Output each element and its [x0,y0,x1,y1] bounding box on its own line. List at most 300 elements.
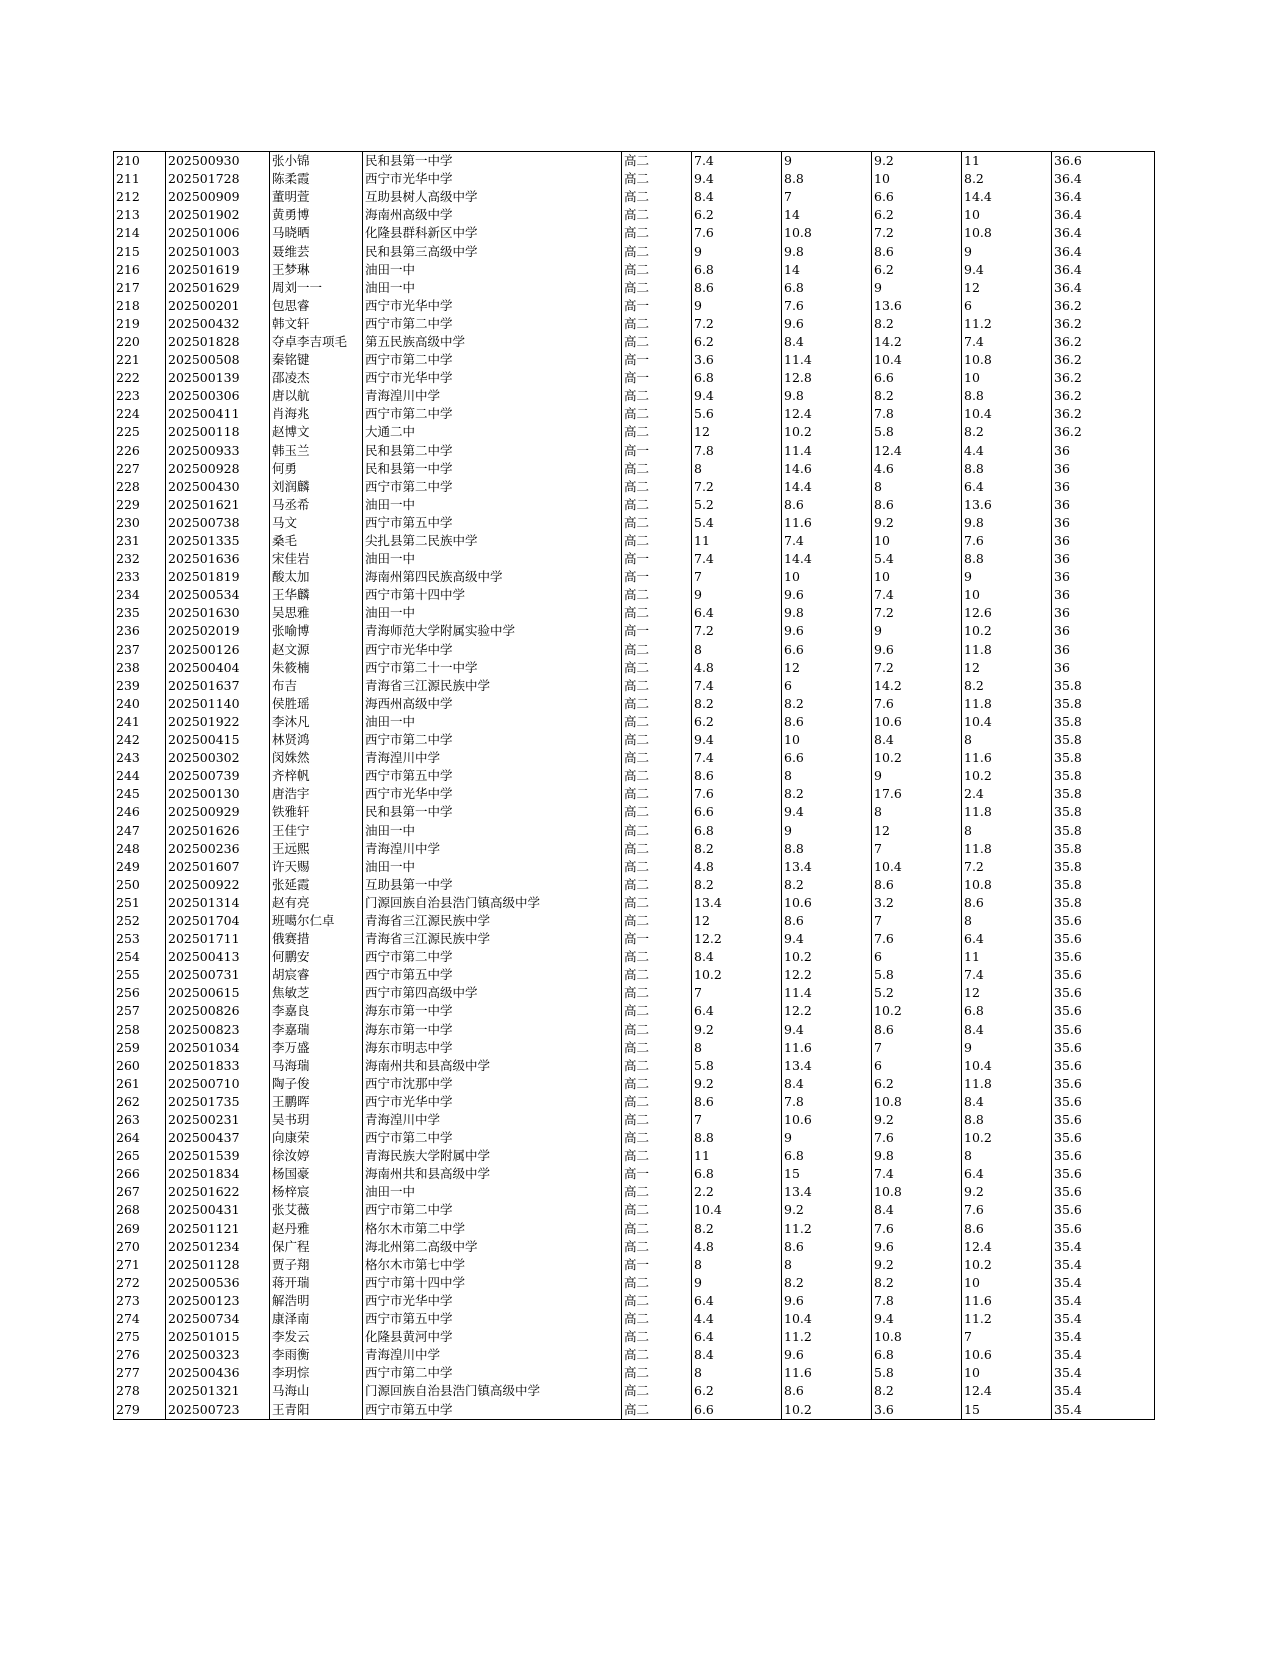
name-cell: 肖海兆 [270,405,363,423]
score-1-cell: 10.4 [692,1201,782,1219]
score-4-cell: 8.8 [962,387,1052,405]
name-cell: 王鹏晖 [270,1093,363,1111]
school-cell: 青海湟川中学 [363,1111,622,1129]
total-cell: 36.4 [1052,188,1155,206]
score-2-cell: 7.6 [782,297,872,315]
score-1-cell: 6.4 [692,604,782,622]
score-3-cell: 8.2 [872,315,962,333]
school-cell: 青海湟川中学 [363,387,622,405]
total-cell: 35.6 [1052,1002,1155,1020]
id-cell: 202502019 [166,622,270,640]
score-1-cell: 8.2 [692,695,782,713]
school-cell: 西宁市第二中学 [363,478,622,496]
score-2-cell: 9.6 [782,1346,872,1364]
score-2-cell: 9.6 [782,622,872,640]
table-row [114,224,1155,242]
score-4-cell: 6.4 [962,930,1052,948]
table-row [114,984,1155,1002]
score-3-cell: 7.2 [872,604,962,622]
id-cell: 202501003 [166,242,270,260]
grade-cell: 高二 [622,333,692,351]
score-3-cell: 10.4 [872,858,962,876]
score-2-cell: 7 [782,188,872,206]
score-4-cell: 7 [962,1328,1052,1346]
name-cell: 酸太加 [270,568,363,586]
score-2-cell: 9.4 [782,803,872,821]
total-cell: 35.6 [1052,930,1155,948]
name-cell: 韩玉兰 [270,442,363,460]
rank-cell: 253 [114,930,166,948]
score-4-cell: 8.6 [962,894,1052,912]
score-3-cell: 8 [872,803,962,821]
total-cell: 36.2 [1052,369,1155,387]
name-cell: 康泽南 [270,1310,363,1328]
score-2-cell: 13.4 [782,1057,872,1075]
score-4-cell: 8.4 [962,1021,1052,1039]
school-cell: 油田一中 [363,604,622,622]
total-cell: 35.8 [1052,803,1155,821]
score-1-cell: 8 [692,1039,782,1057]
rank-cell: 274 [114,1310,166,1328]
table-row [114,442,1155,460]
table-row [114,1093,1155,1111]
grade-cell: 高一 [622,351,692,369]
total-cell: 35.8 [1052,677,1155,695]
table-row [114,1382,1155,1400]
school-cell: 互助县树人高级中学 [363,188,622,206]
id-cell: 202501234 [166,1238,270,1256]
id-cell: 202501619 [166,261,270,279]
table-row [114,170,1155,188]
score-1-cell: 9 [692,586,782,604]
rank-cell: 217 [114,279,166,297]
rank-cell: 267 [114,1183,166,1201]
name-cell: 俄赛措 [270,930,363,948]
score-3-cell: 9.2 [872,1256,962,1274]
grade-cell: 高二 [622,1382,692,1400]
total-cell: 35.4 [1052,1238,1155,1256]
total-cell: 35.6 [1052,1201,1155,1219]
score-3-cell: 6 [872,1057,962,1075]
rank-cell: 265 [114,1147,166,1165]
table-row [114,188,1155,206]
score-2-cell: 10.2 [782,423,872,441]
score-3-cell: 5.8 [872,1364,962,1382]
total-cell: 36 [1052,622,1155,640]
id-cell: 202500404 [166,659,270,677]
school-cell: 西宁市光华中学 [363,1292,622,1310]
id-cell: 202501637 [166,677,270,695]
school-cell: 海东市明志中学 [363,1039,622,1057]
score-4-cell: 10.2 [962,1256,1052,1274]
total-cell: 35.4 [1052,1328,1155,1346]
score-1-cell: 8.4 [692,1346,782,1364]
grade-cell: 高二 [622,586,692,604]
score-3-cell: 10.6 [872,713,962,731]
score-2-cell: 10.6 [782,894,872,912]
score-1-cell: 6.8 [692,261,782,279]
score-4-cell: 8.2 [962,677,1052,695]
name-cell: 赵文源 [270,641,363,659]
score-3-cell: 8.4 [872,731,962,749]
score-1-cell: 6.2 [692,333,782,351]
score-2-cell: 6.6 [782,749,872,767]
grade-cell: 高一 [622,622,692,640]
table-row [114,1129,1155,1147]
rank-cell: 240 [114,695,166,713]
total-cell: 35.6 [1052,1057,1155,1075]
name-cell: 唐浩宇 [270,785,363,803]
id-cell: 202500302 [166,749,270,767]
grade-cell: 高二 [622,1002,692,1020]
rank-cell: 257 [114,1002,166,1020]
rank-cell: 246 [114,803,166,821]
name-cell: 陶子俊 [270,1075,363,1093]
score-3-cell: 6 [872,948,962,966]
score-4-cell: 12 [962,279,1052,297]
score-3-cell: 6.2 [872,206,962,224]
grade-cell: 高二 [622,1346,692,1364]
score-2-cell: 11.6 [782,1039,872,1057]
school-cell: 油田一中 [363,821,622,839]
id-cell: 202500231 [166,1111,270,1129]
id-cell: 202501833 [166,1057,270,1075]
score-2-cell: 8.2 [782,785,872,803]
score-4-cell: 10 [962,586,1052,604]
total-cell: 35.4 [1052,1310,1155,1328]
score-1-cell: 7 [692,984,782,1002]
total-cell: 35.6 [1052,912,1155,930]
score-2-cell: 9.4 [782,1021,872,1039]
score-1-cell: 8 [692,1256,782,1274]
total-cell: 36.2 [1052,423,1155,441]
score-4-cell: 10 [962,1364,1052,1382]
score-4-cell: 10.8 [962,224,1052,242]
table-row [114,858,1155,876]
table-row [114,1147,1155,1165]
table-body [114,152,1155,1420]
score-4-cell: 10.2 [962,622,1052,640]
school-cell: 西宁市第四高级中学 [363,984,622,1002]
score-1-cell: 8 [692,641,782,659]
id-cell: 202500731 [166,966,270,984]
rank-cell: 226 [114,442,166,460]
id-cell: 202501834 [166,1165,270,1183]
name-cell: 王青阳 [270,1400,363,1419]
total-cell: 35.8 [1052,821,1155,839]
score-3-cell: 12.4 [872,442,962,460]
score-4-cell: 7.2 [962,858,1052,876]
total-cell: 36.4 [1052,224,1155,242]
score-2-cell: 8.2 [782,695,872,713]
score-2-cell: 13.4 [782,858,872,876]
id-cell: 202501819 [166,568,270,586]
total-cell: 35.6 [1052,1075,1155,1093]
score-1-cell: 2.2 [692,1183,782,1201]
id-cell: 202500130 [166,785,270,803]
rank-cell: 235 [114,604,166,622]
total-cell: 35.8 [1052,695,1155,713]
school-cell: 西宁市第二中学 [363,731,622,749]
score-2-cell: 8.6 [782,1382,872,1400]
score-4-cell: 15 [962,1400,1052,1419]
score-4-cell: 11.8 [962,695,1052,713]
total-cell: 35.8 [1052,713,1155,731]
total-cell: 36 [1052,442,1155,460]
score-2-cell: 11.2 [782,1328,872,1346]
total-cell: 36.2 [1052,387,1155,405]
score-1-cell: 13.4 [692,894,782,912]
grade-cell: 高二 [622,478,692,496]
score-4-cell: 9 [962,242,1052,260]
rank-cell: 215 [114,242,166,260]
score-2-cell: 10.2 [782,948,872,966]
school-cell: 青海湟川中学 [363,840,622,858]
score-1-cell: 9.2 [692,1075,782,1093]
score-1-cell: 8.2 [692,1220,782,1238]
id-cell: 202501622 [166,1183,270,1201]
school-cell: 西宁市第二中学 [363,315,622,333]
total-cell: 35.8 [1052,894,1155,912]
score-3-cell: 8.6 [872,496,962,514]
score-4-cell: 11 [962,152,1052,171]
score-3-cell: 9.4 [872,1310,962,1328]
name-cell: 铁雅轩 [270,803,363,821]
table-row [114,1292,1155,1310]
total-cell: 35.6 [1052,1039,1155,1057]
school-cell: 大通二中 [363,423,622,441]
score-1-cell: 3.6 [692,351,782,369]
table-row [114,641,1155,659]
total-cell: 35.6 [1052,1183,1155,1201]
rank-cell: 243 [114,749,166,767]
school-cell: 青海师范大学附属实验中学 [363,622,622,640]
rank-cell: 222 [114,369,166,387]
rank-cell: 261 [114,1075,166,1093]
score-3-cell: 9.2 [872,152,962,171]
school-cell: 民和县第一中学 [363,152,622,171]
table-row [114,369,1155,387]
table-row [114,966,1155,984]
name-cell: 李玥悰 [270,1364,363,1382]
score-1-cell: 9.4 [692,170,782,188]
rank-cell: 225 [114,423,166,441]
score-3-cell: 7.2 [872,224,962,242]
total-cell: 36 [1052,478,1155,496]
name-cell: 王佳宁 [270,821,363,839]
id-cell: 202500738 [166,514,270,532]
name-cell: 包思睿 [270,297,363,315]
score-3-cell: 7.4 [872,586,962,604]
score-3-cell: 6.6 [872,188,962,206]
score-1-cell: 12 [692,423,782,441]
name-cell: 焦敏芝 [270,984,363,1002]
score-2-cell: 10.2 [782,1400,872,1419]
id-cell: 202500411 [166,405,270,423]
rank-cell: 258 [114,1021,166,1039]
total-cell: 35.6 [1052,1093,1155,1111]
table-row [114,279,1155,297]
id-cell: 202500508 [166,351,270,369]
school-cell: 西宁市第二中学 [363,405,622,423]
score-1-cell: 6.8 [692,369,782,387]
score-2-cell: 11.6 [782,514,872,532]
name-cell: 贾子翔 [270,1256,363,1274]
score-4-cell: 10.4 [962,713,1052,731]
rank-cell: 249 [114,858,166,876]
school-cell: 民和县第一中学 [363,803,622,821]
school-cell: 西宁市第五中学 [363,514,622,532]
score-1-cell: 11 [692,1147,782,1165]
score-3-cell: 9.2 [872,1111,962,1129]
school-cell: 油田一中 [363,261,622,279]
school-cell: 格尔木市第二中学 [363,1220,622,1238]
id-cell: 202501621 [166,496,270,514]
score-4-cell: 10.4 [962,1057,1052,1075]
name-cell: 王华麟 [270,586,363,604]
name-cell: 班噶尔仁卓 [270,912,363,930]
results-table [113,151,1155,1420]
score-2-cell: 11.6 [782,1364,872,1382]
rank-cell: 269 [114,1220,166,1238]
school-cell: 西宁市第十四中学 [363,1274,622,1292]
score-3-cell: 9.2 [872,514,962,532]
score-3-cell: 8.6 [872,876,962,894]
rank-cell: 271 [114,1256,166,1274]
score-1-cell: 6.2 [692,1382,782,1400]
id-cell: 202500615 [166,984,270,1002]
table-row [114,749,1155,767]
rank-cell: 264 [114,1129,166,1147]
score-1-cell: 6.6 [692,1400,782,1419]
score-3-cell: 12 [872,821,962,839]
rank-cell: 216 [114,261,166,279]
score-2-cell: 12.2 [782,966,872,984]
score-4-cell: 10.8 [962,876,1052,894]
name-cell: 李沐凡 [270,713,363,731]
name-cell: 蒋开瑞 [270,1274,363,1292]
score-1-cell: 7.8 [692,442,782,460]
id-cell: 202501922 [166,713,270,731]
rank-cell: 232 [114,550,166,568]
score-4-cell: 11 [962,948,1052,966]
school-cell: 格尔木市第七中学 [363,1256,622,1274]
score-1-cell: 10.2 [692,966,782,984]
score-1-cell: 8.6 [692,767,782,785]
name-cell: 赵博文 [270,423,363,441]
id-cell: 202500928 [166,460,270,478]
score-4-cell: 12 [962,659,1052,677]
grade-cell: 高二 [622,460,692,478]
rank-cell: 242 [114,731,166,749]
id-cell: 202500933 [166,442,270,460]
table-row [114,1238,1155,1256]
score-2-cell: 11.4 [782,351,872,369]
school-cell: 门源回族自治县浩门镇高级中学 [363,894,622,912]
grade-cell: 高二 [622,785,692,803]
total-cell: 36 [1052,641,1155,659]
total-cell: 36 [1052,496,1155,514]
rank-cell: 214 [114,224,166,242]
score-1-cell: 9.4 [692,731,782,749]
rank-cell: 252 [114,912,166,930]
score-1-cell: 6.2 [692,713,782,731]
total-cell: 35.8 [1052,749,1155,767]
rank-cell: 219 [114,315,166,333]
grade-cell: 高二 [622,1147,692,1165]
id-cell: 202500413 [166,948,270,966]
score-2-cell: 8.8 [782,170,872,188]
score-3-cell: 3.6 [872,1400,962,1419]
name-cell: 胡宸睿 [270,966,363,984]
school-cell: 西宁市光华中学 [363,641,622,659]
score-4-cell: 11.6 [962,749,1052,767]
id-cell: 202501607 [166,858,270,876]
total-cell: 36 [1052,514,1155,532]
grade-cell: 高一 [622,930,692,948]
school-cell: 海南州共和县高级中学 [363,1165,622,1183]
score-3-cell: 7 [872,840,962,858]
score-3-cell: 8.6 [872,242,962,260]
id-cell: 202501034 [166,1039,270,1057]
score-1-cell: 4.8 [692,858,782,876]
score-1-cell: 6.4 [692,1002,782,1020]
table-row [114,803,1155,821]
grade-cell: 高二 [622,1039,692,1057]
score-4-cell: 8.4 [962,1093,1052,1111]
rank-cell: 210 [114,152,166,171]
score-2-cell: 12 [782,659,872,677]
id-cell: 202500536 [166,1274,270,1292]
score-3-cell: 10.8 [872,1328,962,1346]
score-3-cell: 7.4 [872,1165,962,1183]
score-3-cell: 5.4 [872,550,962,568]
name-cell: 张延霞 [270,876,363,894]
score-2-cell: 12.2 [782,1002,872,1020]
score-3-cell: 7.6 [872,1129,962,1147]
id-cell: 202500118 [166,423,270,441]
school-cell: 西宁市第二十一中学 [363,659,622,677]
id-cell: 202501626 [166,821,270,839]
grade-cell: 高二 [622,641,692,659]
name-cell: 吴思雅 [270,604,363,622]
score-3-cell: 5.8 [872,966,962,984]
name-cell: 李嘉瑞 [270,1021,363,1039]
name-cell: 何勇 [270,460,363,478]
rank-cell: 276 [114,1346,166,1364]
score-3-cell: 10.2 [872,1002,962,1020]
grade-cell: 高二 [622,984,692,1002]
school-cell: 化隆县黄河中学 [363,1328,622,1346]
table-row [114,1201,1155,1219]
id-cell: 202500739 [166,767,270,785]
score-3-cell: 5.8 [872,423,962,441]
name-cell: 张小锦 [270,152,363,171]
score-1-cell: 6.6 [692,803,782,821]
school-cell: 油田一中 [363,496,622,514]
school-cell: 青海湟川中学 [363,1346,622,1364]
school-cell: 油田一中 [363,279,622,297]
score-2-cell: 9 [782,821,872,839]
school-cell: 油田一中 [363,713,622,731]
total-cell: 35.6 [1052,1220,1155,1238]
id-cell: 202500415 [166,731,270,749]
table-row [114,1328,1155,1346]
score-4-cell: 10.2 [962,767,1052,785]
score-4-cell: 12.4 [962,1382,1052,1400]
score-1-cell: 7 [692,568,782,586]
score-1-cell: 7.2 [692,622,782,640]
